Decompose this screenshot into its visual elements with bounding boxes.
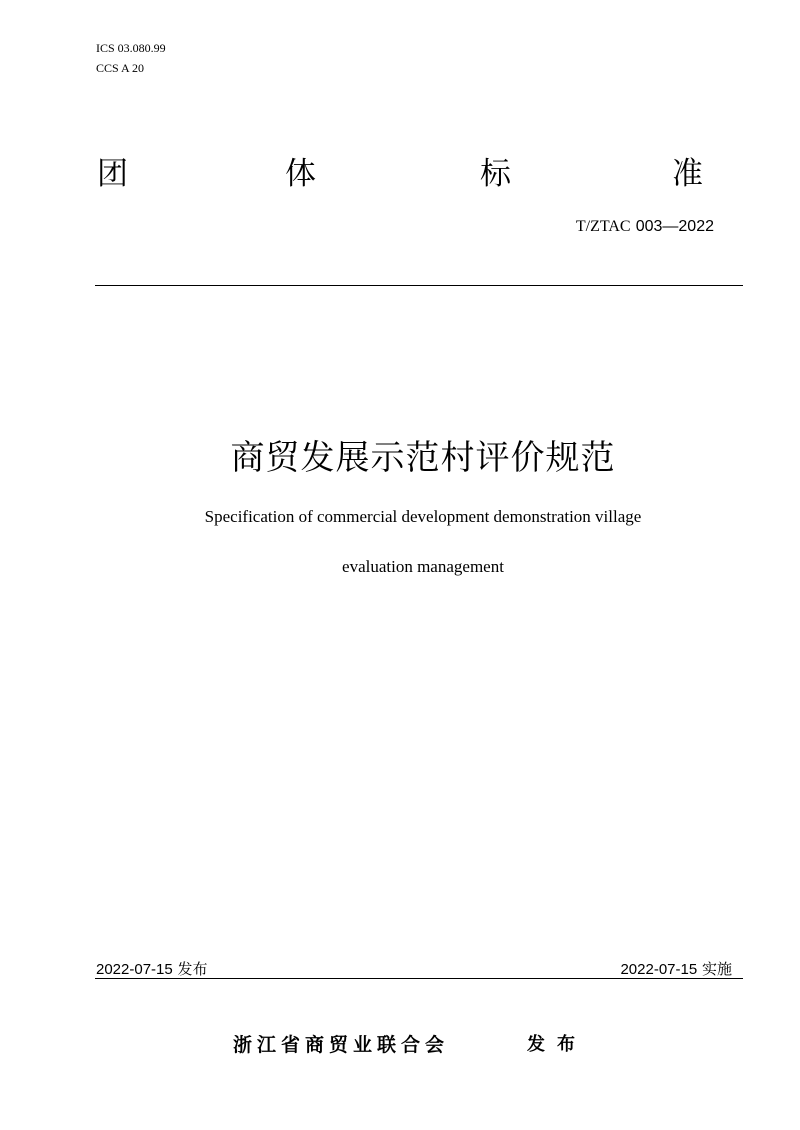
- bottom-divider: [95, 978, 743, 979]
- classification-codes: [96, 38, 166, 78]
- implement-date-label: 实施: [701, 960, 732, 978]
- publisher-action: 发布: [527, 1034, 587, 1055]
- standard-type-heading: [97, 148, 707, 198]
- standard-number-prefix: T/ZTAC: [575, 218, 631, 235]
- document-title-zh: 商贸发展示范村评价规范: [230, 438, 616, 478]
- standard-number: [576, 216, 714, 236]
- ccs-code: CCS A 20: [96, 61, 145, 75]
- standard-type-char: 准: [672, 156, 703, 192]
- publish-date: 2022-07-15: [96, 961, 173, 978]
- standard-type-char: 标: [480, 156, 511, 192]
- publish-date-block: [96, 958, 208, 979]
- standard-type-char: 团: [97, 156, 128, 192]
- publish-date-label: 发布: [177, 960, 208, 978]
- publisher-name: 浙江省商贸业联合会: [233, 1034, 450, 1056]
- implement-date: 2022-07-15: [620, 961, 698, 978]
- document-title-en-line1: Specification of commercial development demonstration village: [204, 507, 642, 526]
- top-divider: [95, 285, 743, 286]
- ics-code: ICS 03.080.99: [96, 41, 166, 55]
- implement-date-block: [620, 958, 732, 979]
- standard-number-value: 003—2022: [635, 218, 714, 235]
- standard-type-char: 体: [285, 156, 316, 192]
- document-title-en-line2: evaluation management: [342, 557, 504, 576]
